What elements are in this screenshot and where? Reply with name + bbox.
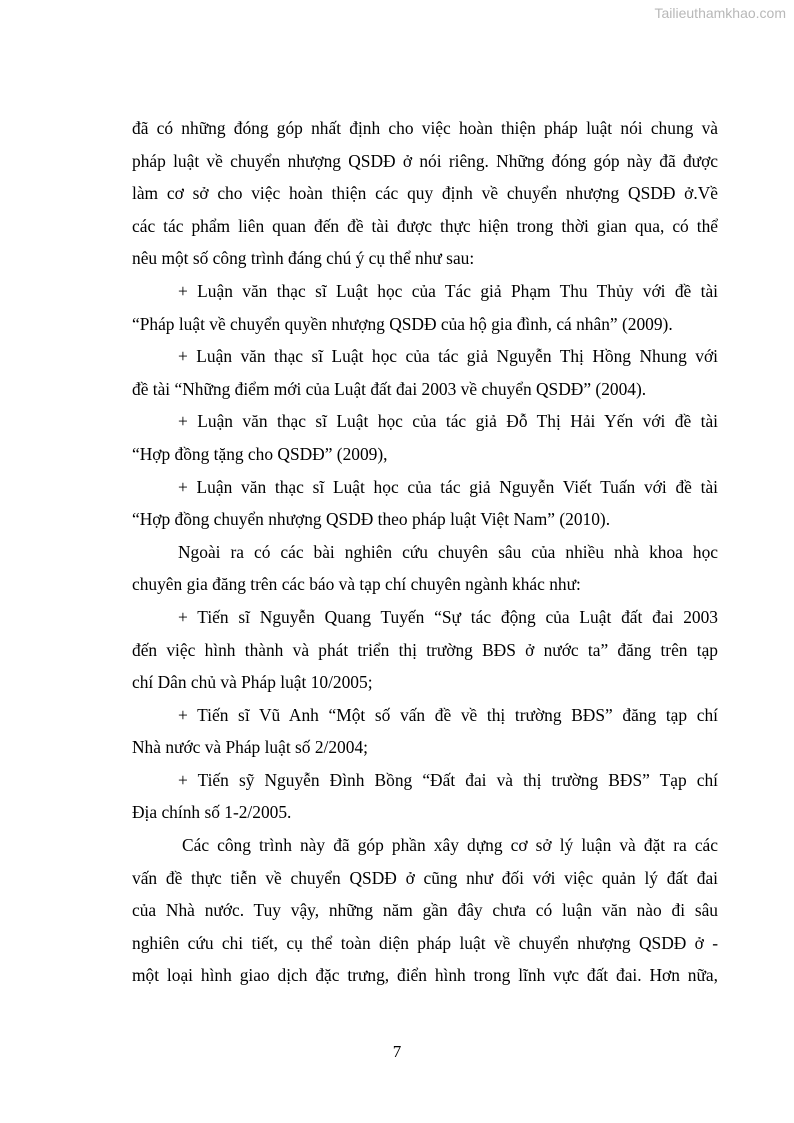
list-item: + Luận văn thạc sĩ Luật học của tác giả Nguyễn Viết Tuấn với đề tài: [178, 476, 718, 497]
text-line: nghiên cứu chi tiết, cụ thể toàn diện pháp luật về chuyển nhượng QSDĐ ở -: [132, 932, 718, 953]
list-item: + Tiến sĩ Vũ Anh “Một số vấn đề về thị trường BĐS” đăng tạp chí: [178, 704, 718, 725]
paragraph-start: Các công trình này đã góp phần xây dựng cơ sở lý luận và đặt ra các: [182, 835, 718, 856]
text-line: “Pháp luật về chuyển quyền nhượng QSDĐ của hộ gia đình, cá nhân” (2009).: [132, 313, 673, 334]
list-item: + Luận văn thạc sĩ Luật học của tác giả Đỗ Thị Hải Yến với đề tài: [178, 411, 718, 432]
text-line: pháp luật về chuyển nhượng QSDĐ ở nói riêng. Những đóng góp này đã được: [132, 150, 718, 171]
text-line: các tác phẩm liên quan đến đề tài được thực hiện trong thời gian qua, có thể: [132, 215, 718, 236]
text-line: đề tài “Những điểm mới của Luật đất đai 2003 về chuyển QSDĐ” (2004).: [132, 378, 647, 399]
paragraph-start: Ngoài ra có các bài nghiên cứu chuyên sâu của nhiều nhà khoa học: [178, 541, 718, 562]
document-body: [132, 112, 718, 992]
text-line: “Hợp đồng chuyển nhượng QSDĐ theo pháp luật Việt Nam” (2010).: [132, 509, 611, 530]
text-line: nêu một số công trình đáng chú ý cụ thể như sau:: [132, 248, 475, 269]
watermark-text: Tailieuthamkhao.com: [654, 5, 786, 21]
text-line: của Nhà nước. Tuy vậy, những năm gần đây chưa có luận văn nào đi sâu: [132, 900, 718, 921]
page-number: 7: [392, 1042, 402, 1061]
text-line: chuyên gia đăng trên các báo và tạp chí chuyên ngành khác như:: [132, 574, 581, 595]
text-line: Địa chính số 1-2/2005.: [132, 802, 292, 823]
text-line: đã có những đóng góp nhất định cho việc hoàn thiện pháp luật nói chung và: [132, 118, 718, 138]
text-line: chí Dân chủ và Pháp luật 10/2005;: [132, 672, 373, 693]
text-line: một loại hình giao dịch đặc trưng, điển hình trong lĩnh vực đất đai. Hơn nữa,: [132, 965, 718, 986]
list-item: + Luận văn thạc sĩ Luật học của Tác giả Phạm Thu Thủy với đề tài: [178, 280, 718, 301]
text-line: làm cơ sở cho việc hoàn thiện các quy định về chuyển nhượng QSDĐ ở.Về: [132, 183, 718, 204]
list-item: + Tiến sỹ Nguyễn Đình Bồng “Đất đai và thị trường BĐS” Tạp chí: [178, 769, 718, 790]
text-line: “Hợp đồng tặng cho QSDĐ” (2009),: [132, 443, 388, 464]
list-item: + Luận văn thạc sĩ Luật học của tác giả Nguyễn Thị Hồng Nhung với: [178, 346, 718, 367]
text-line: đến việc hình thành và phát triển thị trường BĐS ở nước ta” đăng trên tạp: [132, 639, 718, 660]
text-line: vấn đề thực tiễn về chuyển QSDĐ ở cũng như đối với việc quản lý đất đai: [132, 867, 718, 888]
list-item: + Tiến sĩ Nguyễn Quang Tuyến “Sự tác động của Luật đất đai 2003: [178, 606, 718, 627]
text-line: Nhà nước và Pháp luật số 2/2004;: [132, 737, 368, 758]
